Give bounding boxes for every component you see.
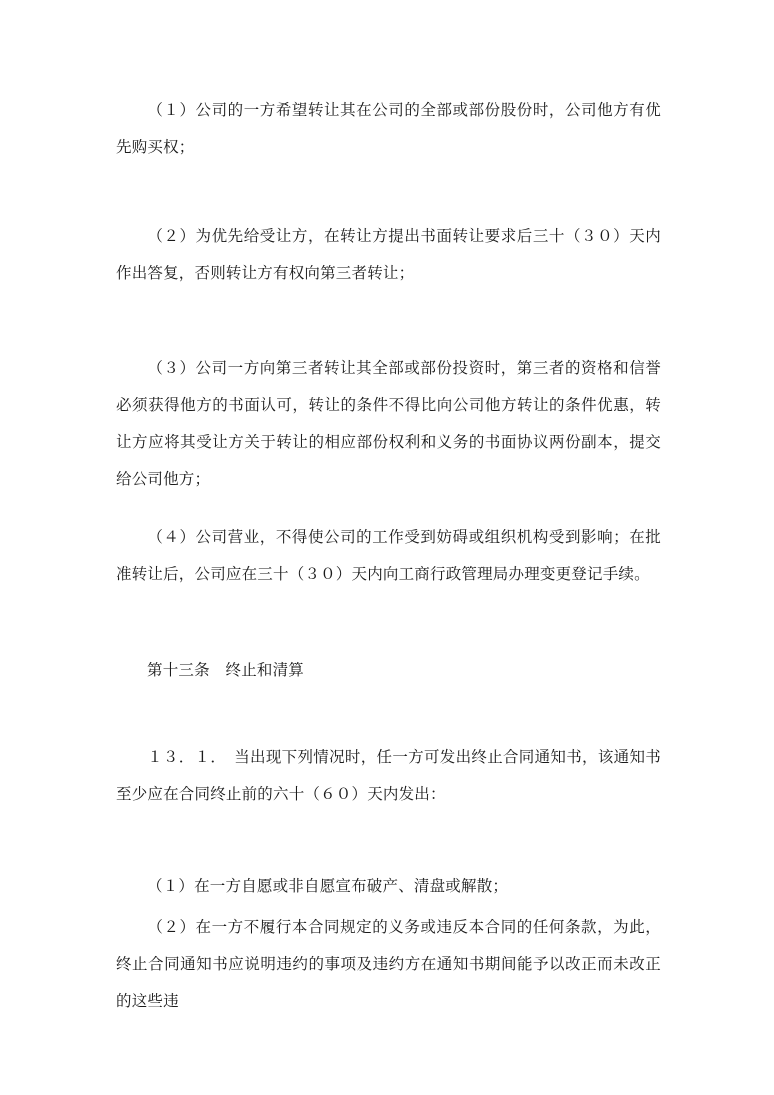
paragraph-transfer-reply-period: （２）为优先给受让方，在转让方提出书面转让要求后三十（３０）天内作出答复，否则转让方有权向第三者转让； [116, 227, 661, 282]
clause-item-bankruptcy: （１）在一方自愿或非自愿宣布破产、清盘或解散； [147, 877, 509, 895]
paragraph-third-party-transfer: （３）公司一方向第三者转让其全部或部份投资时，第三者的资格和信誉必须获得他方的书面认可，转让的条件不得比向公司他方转让的条件优惠，转让方应将其受让方关于转让的相应部份权利和义务的书面协议两份副本，提交给公司他方； [116, 359, 661, 488]
clause-13-1: １３．１． 当出现下列情况时，任一方可发出终止合同通知书，该通知书至少应在合同终止前的六十（６０）天内发出： [116, 748, 661, 803]
paragraph-registration-change: （４）公司营业，不得使公司的工作受到妨碍或组织机构受到影响；在批准转让后，公司应在三十（３０）天内向工商行政管理局办理变更登记手续。 [116, 528, 661, 583]
paragraph-share-transfer-priority: （１）公司的一方希望转让其在公司的全部或部份股份时，公司他方有优先购买权； [116, 101, 661, 156]
article-heading: 第十三条 终止和清算 [147, 661, 305, 679]
clause-item-breach: （２）在一方不履行本合同规定的义务或违反本合同的任何条款，为此，终止合同通知书应说明违约的事项及违约方在通知书期间能予以改正而未改正的这些违 [116, 918, 661, 1010]
